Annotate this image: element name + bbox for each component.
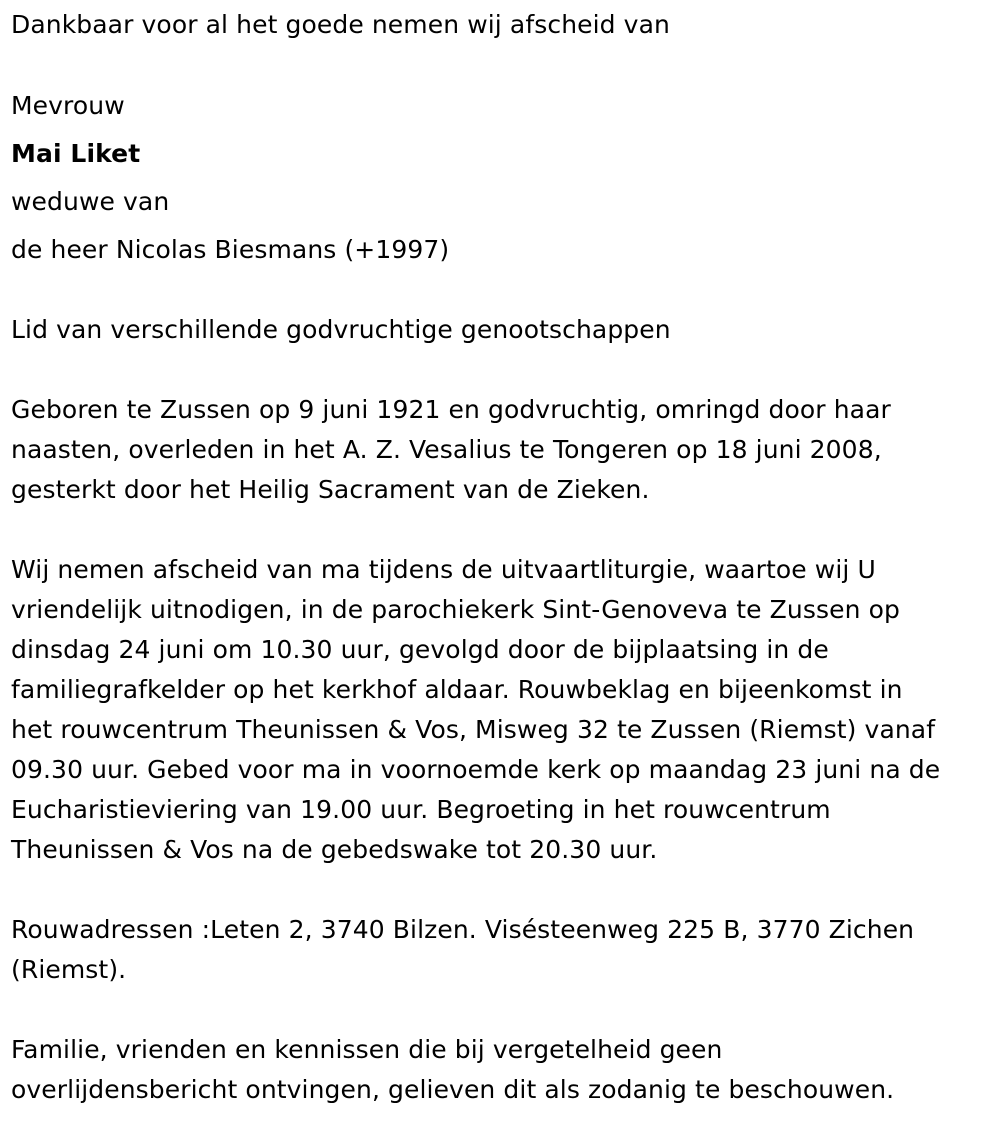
- paragraph-line: overlijdensbericht ontvingen, gelieven dit als zodanig te beschouwen.: [11, 1075, 895, 1104]
- husband-text: de heer Nicolas Biesmans (+1997): [11, 235, 450, 264]
- paragraph-line: Theunissen & Vos na de gebedswake tot 20.30 uur.: [11, 835, 658, 864]
- honorific-text: Mevrouw: [11, 91, 125, 120]
- paragraph-line: Familie, vrienden en kennissen die bij vergetelheid geen: [11, 1035, 723, 1064]
- paragraph-line: naasten, overleden in het A. Z. Vesalius te Tongeren op 18 juni 2008,: [11, 435, 882, 464]
- paragraph-line: gesterkt door het Heilig Sacrament van de Zieken.: [11, 475, 650, 504]
- paragraph-line: familiegrafkelder op het kerkhof aldaar. Rouwbeklag en bijeenkomst in: [11, 675, 903, 704]
- paragraph-line: 09.30 uur. Gebed voor ma in voornoemde kerk op maandag 23 juni na de: [11, 755, 941, 784]
- intro-text: Dankbaar voor al het goede nemen wij afscheid van: [11, 10, 670, 39]
- husband-line: [11, 230, 449, 270]
- paragraph-line: Wij nemen afscheid van ma tijdens de uitvaartliturgie, waartoe wij U: [11, 555, 876, 584]
- membership-line: [11, 310, 671, 350]
- paragraph-line: vriendelijk uitnodigen, in de parochiekerk Sint-Genoveva te Zussen op: [11, 595, 900, 624]
- deceased-name: [11, 134, 140, 174]
- honorific: [11, 86, 125, 126]
- paragraph-line: Eucharistieviering van 19.00 uur. Begroeting in het rouwcentrum: [11, 795, 831, 824]
- membership-text: Lid van verschillende godvruchtige genootschappen: [11, 315, 671, 344]
- widow-of-line: [11, 182, 169, 222]
- paragraph-line: Geboren te Zussen op 9 juni 1921 en godvruchtig, omringd door haar: [11, 395, 891, 424]
- deceased-name-text: Mai Liket: [11, 139, 141, 168]
- funeral-paragraph: [11, 550, 940, 870]
- paragraph-line: (Riemst).: [11, 955, 127, 984]
- closing-paragraph: [11, 1030, 894, 1110]
- paragraph-line: Rouwadressen :Leten 2, 3740 Bilzen. Visésteenweg 225 B, 3770 Zichen: [11, 915, 915, 944]
- paragraph-line: het rouwcentrum Theunissen & Vos, Misweg 32 te Zussen (Riemst) vanaf: [11, 715, 936, 744]
- birth-death-paragraph: [11, 390, 891, 510]
- addresses-paragraph: [11, 910, 914, 990]
- widow-of-text: weduwe van: [11, 187, 170, 216]
- intro-line: [11, 5, 670, 45]
- paragraph-line: dinsdag 24 juni om 10.30 uur, gevolgd door de bijplaatsing in de: [11, 635, 829, 664]
